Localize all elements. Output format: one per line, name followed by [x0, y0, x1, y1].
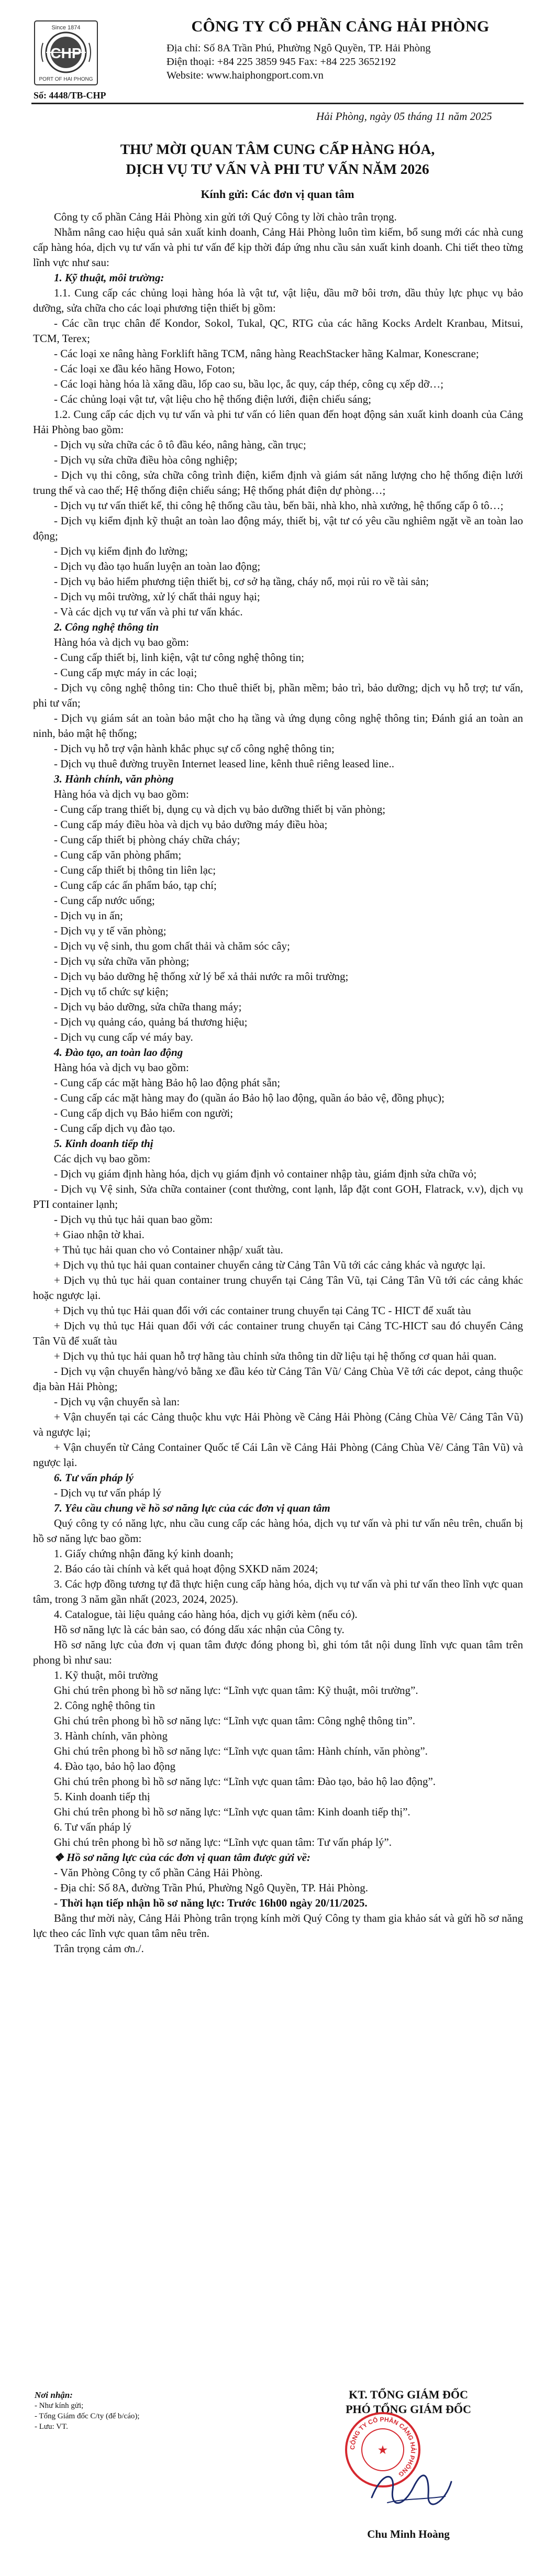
stamp-text: CÔNG TY CỔ PHẦN CẢNG HẢI PHÒNG [348, 2415, 417, 2479]
list-item: - Dịch vụ bảo dưỡng, sửa chữa thang máy; [54, 1000, 242, 1013]
list-item: - Dịch vụ sửa chữa điều hòa công nghiệp; [54, 454, 238, 466]
list-item: + Dịch vụ thủ tục Hải quan đổi với các container trung chuyển tại Cảng TC - HICT để xuất tàu [54, 1304, 471, 1317]
list-item: - Dịch vụ tư vấn thiết kế, thi công hệ thống cầu tàu, bến bãi, nhà kho, nhà xưởng, hệ thống cấp ô tô…; [54, 499, 504, 512]
submission-heading: ❖ Hồ sơ năng lực của các đơn vị quan tâm được gửi về: [54, 1851, 310, 1864]
paragraph: 1.1. Cung cấp các chủng loại hàng hóa là vật tư, vật liệu, dầu mỡ bôi trơn, dầu thủy lực phục vụ bảo dưỡng, sửa chữa cho các loại phương tiện thiết bị gồm: [33, 287, 523, 314]
list-item: - Dịch vụ kiểm định đo lường; [54, 545, 188, 557]
list-item: - Cung cấp dịch vụ đào tạo. [54, 1122, 175, 1135]
list-item: - Dịch vụ sửa chữa các ô tô đầu kéo, nâng hàng, cần trục; [54, 438, 306, 451]
paragraph: Ghi chú trên phong bì hồ sơ năng lực: “Lĩnh vực quan tâm: Công nghệ thông tin”. [54, 1714, 416, 1727]
paragraph: Hàng hóa và dịch vụ bao gồm: [54, 1061, 189, 1074]
list-item: - Dịch vụ sửa chữa văn phòng; [54, 955, 190, 967]
recipients-title: Nơi nhận: [35, 2390, 73, 2400]
recipient-item: - Như kính gửi; [35, 2402, 84, 2410]
recipient-line: Kính gửi: Các đơn vị quan tâm [201, 188, 354, 201]
logo-caption: PORT OF HAI PHONG [39, 76, 93, 82]
list-item: - Dịch vụ đào tạo huấn luyện an toàn lao động; [54, 560, 261, 573]
list-item: - Cung cấp thiết bị, linh kiện, vật tư công nghệ thông tin; [54, 651, 304, 664]
paragraph: Ghi chú trên phong bì hồ sơ năng lực: “Lĩnh vực quan tâm: Đào tạo, bảo hộ lao động”. [54, 1775, 436, 1788]
list-item: + Thủ tục hải quan cho vỏ Container nhập/ xuất tàu. [54, 1243, 283, 1256]
paragraph: Hàng hóa và dịch vụ bao gồm: [54, 636, 189, 648]
list-item: - Dịch vụ hỗ trợ vận hành khắc phục sự cố công nghệ thông tin; [54, 742, 335, 755]
list-item: - Dịch vụ thuê đường truyền Internet leased line, kênh thuê riêng leased line.. [54, 757, 394, 770]
list-item: - Dịch vụ tổ chức sự kiện; [54, 985, 169, 998]
recipient-item: - Tổng Giám đốc C/ty (để b/cáo); [35, 2412, 140, 2420]
list-item: 6. Tư vấn pháp lý [54, 1821, 132, 1833]
paragraph: Quý công ty có năng lực, nhu cầu cung cấp các hàng hóa, dịch vụ tư vấn và phi tư vấn nêu trên, chuẩn bị hồ sơ năng lực bao gồm: [33, 1517, 523, 1545]
list-item: - Cung cấp thiết bị thông tin liên lạc; [54, 864, 216, 876]
header-divider [31, 103, 524, 104]
paragraph: Công ty cổ phần Cảng Hải Phòng xin gửi tới Quý Công ty lời chào trân trọng. [54, 211, 397, 223]
section-heading: 4. Đào tạo, an toàn lao động [54, 1046, 183, 1059]
company-name: CÔNG TY CỔ PHẦN CẢNG HẢI PHÒNG [191, 18, 490, 35]
list-item: - Cung cấp trang thiết bị, dụng cụ và dịch vụ bảo dưỡng thiết bị văn phòng; [54, 803, 386, 816]
title-line-2: DỊCH VỤ TƯ VẤN VÀ PHI TƯ VẤN NĂM 2026 [126, 161, 429, 177]
logo-since-text: Since 1874 [51, 25, 81, 31]
list-item: - Các loại hàng hóa là xăng dầu, lốp cao su, bầu lọc, ắc quy, cáp thép, công cụ xếp dỡ…; [54, 378, 443, 390]
list-item: - Dịch vụ y tế văn phòng; [54, 924, 167, 937]
deadline: - Thời hạn tiếp nhận hồ sơ năng lực: Trước 16h00 ngày 20/11/2025. [54, 1897, 368, 1909]
section-heading: 3. Hành chính, văn phòng [54, 773, 174, 785]
paragraph: Ghi chú trên phong bì hồ sơ năng lực: “Lĩnh vực quan tâm: Kinh doanh tiếp thị”. [54, 1806, 410, 1818]
paragraph: Ghi chú trên phong bì hồ sơ năng lực: “Lĩnh vực quan tâm: Tư vấn pháp lý”. [54, 1836, 392, 1848]
list-item: - Văn Phòng Công ty cổ phần Cảng Hải Phòng. [54, 1866, 263, 1879]
list-item: 1. Giấy chứng nhận đăng ký kinh doanh; [54, 1547, 234, 1560]
document-number: Số: 4448/TB-CHP [34, 90, 106, 101]
list-item: - Dịch vụ thủ tục hải quan bao gồm: [54, 1213, 213, 1226]
company-address: Địa chỉ: Số 8A Trần Phú, Phường Ngô Quyền, TP. Hải Phòng [167, 42, 431, 54]
list-item: - Các loại xe nâng hàng Forklift hãng TCM, nâng hàng ReachStacker hãng Kalmar, Konescrane; [54, 347, 479, 360]
paragraph: Hàng hóa và dịch vụ bao gồm: [54, 788, 189, 800]
list-item: - Dịch vụ tư vấn pháp lý [54, 1487, 162, 1499]
list-item: 5. Kinh doanh tiếp thị [54, 1790, 150, 1803]
paragraph: Hồ sơ năng lực của đơn vị quan tâm được đóng phong bì, ghi tóm tắt nội dung lĩnh vực quan tâm trên phong bì như sau: [33, 1638, 523, 1666]
closing: Trân trọng cảm ơn./. [54, 1942, 144, 1955]
company-website[interactable]: Website: www.haiphongport.com.vn [167, 70, 324, 81]
list-item: - Và các dịch vụ tư vấn và phi tư vấn khác. [54, 606, 243, 618]
paragraph: Ghi chú trên phong bì hồ sơ năng lực: “Lĩnh vực quan tâm: Hành chính, văn phòng”. [54, 1745, 428, 1757]
list-item: - Cung cấp các mặt hàng Bảo hộ lao động phát sẵn; [54, 1076, 281, 1089]
list-item: + Vận chuyển từ Cảng Container Quốc tế Cái Lân về Cảng Hải Phòng (Cảng Chùa Vẽ/ Cảng Tân Vũ) và ngược lại. [33, 1441, 523, 1469]
place-date: Hải Phòng, ngày 05 tháng 11 năm 2025 [316, 110, 492, 123]
list-item: - Dịch vụ môi trường, xử lý chất thải nguy hại; [54, 590, 260, 603]
list-item: - Các cần trục chân đế Kondor, Sokol, Tukal, QC, RTG của các hãng Kocks Ardelt Kranbau, Mitsui, TCM, Terex; [33, 317, 523, 345]
list-item: - Dịch vụ cung cấp vé máy bay. [54, 1031, 193, 1043]
section-heading: 2. Công nghệ thông tin [54, 621, 159, 633]
list-item: - Cung cấp mực máy in các loại; [54, 666, 197, 679]
recipient-item: - Lưu: VT. [35, 2423, 68, 2431]
svg-text:★: ★ [378, 2445, 387, 2456]
list-item: - Cung cấp các mặt hàng may đo (quần áo Bảo hộ lao động, quần áo bảo vệ, đồng phục); [54, 1092, 445, 1104]
list-item: 4. Đào tạo, bảo hộ lao động [54, 1760, 176, 1773]
company-contact [167, 41, 515, 82]
section-heading: 5. Kinh doanh tiếp thị [54, 1137, 153, 1150]
list-item: - Dịch vụ vệ sinh, thu gom chất thải và chăm sóc cây; [54, 940, 290, 952]
list-item: - Cung cấp máy điều hòa và dịch vụ bảo dưỡng máy điều hòa; [54, 818, 328, 831]
list-item: + Dịch vụ thủ tục hải quan hỗ trợ hãng tàu chỉnh sửa thông tin dữ liệu tại hệ thống cơ quan hải quan. [54, 1350, 497, 1362]
list-item: - Dịch vụ giám định hàng hóa, dịch vụ giám định vỏ container nhập tàu, giám định sửa chữa vỏ; [54, 1168, 477, 1180]
list-item: - Dịch vụ vận chuyển sà lan: [54, 1395, 180, 1408]
list-item: - Các loại xe đầu kéo hãng Howo, Foton; [54, 362, 235, 375]
list-item: - Dịch vụ thi công, sửa chữa công trình điện, kiểm định và giám sát năng lượng cho hệ thống điện lưới trung thế và cao thế; Hệ thống điện chiếu sáng; Hệ thống phát điện dự phòng…; [33, 469, 523, 497]
list-item: - Cung cấp dịch vụ Bảo hiểm con người; [54, 1107, 234, 1119]
section-heading: 7. Yêu cầu chung về hồ sơ năng lực của các đơn vị quan tâm [54, 1502, 330, 1514]
signer-name: Chu Minh Hoàng [367, 2528, 450, 2540]
list-item: 3. Hành chính, văn phòng [54, 1730, 168, 1742]
list-item: - Cung cấp nước uống; [54, 894, 155, 907]
signature-title-1: KT. TỔNG GIÁM ĐỐC [349, 2388, 468, 2401]
logo-letters: CHP [50, 45, 82, 61]
list-item: - Cung cấp thiết bị phòng cháy chữa cháy; [54, 833, 240, 846]
signature-block [293, 2387, 524, 2545]
list-item: - Địa chỉ: Số 8A, đường Trần Phú, Phường Ngô Quyền, TP. Hải Phòng. [54, 1881, 368, 1894]
paragraph: Hồ sơ năng lực là các bản sao, có đóng dấu xác nhận của Công ty. [54, 1623, 345, 1636]
letter-body [33, 210, 523, 1956]
list-item: - Các chủng loại vật tư, vật liệu cho hệ thống điện lưới, điện chiếu sáng; [54, 393, 371, 405]
list-item: - Dịch vụ vận chuyển hàng/vỏ bằng xe đầu kéo từ Cảng Tân Vũ/ Cảng Chùa Vẽ tới các depot, cảng thuộc địa bàn Hải Phòng; [33, 1365, 523, 1393]
list-item: 3. Các hợp đồng tương tự đã thực hiện cung cấp hàng hóa, dịch vụ tư vấn và phi tư vấn theo lĩnh vực quan tâm, trong 3 năm gần nhất (2023, 2024, 2025). [33, 1578, 523, 1605]
document-title [31, 139, 524, 179]
list-item: - Dịch vụ Vệ sinh, Sửa chữa container (cont thường, cont lạnh, lắp đặt cont GOH, Flatrack, v.v), dịch vụ PTI container lạnh; [33, 1183, 523, 1210]
list-item: - Dịch vụ giám sát an toàn bảo mật cho hạ tầng và ứng dụng công nghệ thông tin; Đánh giá an toàn an ninh, bảo mật hệ thống; [33, 712, 523, 740]
list-item: 2. Báo cáo tài chính và kết quả hoạt động SXKD năm 2024; [54, 1562, 318, 1575]
list-item: + Giao nhận tờ khai. [54, 1228, 145, 1241]
list-item: - Dịch vụ bảo dưỡng hệ thống xử lý bể xả thải nước ra môi trường; [54, 970, 349, 983]
recipients-block [35, 2390, 254, 2432]
list-item: + Dịch vụ thủ tục hải quan container trung chuyển tại Cảng Tân Vũ, tại Cảng Tân Vũ tới các cảng khác hoặc ngược lại. [33, 1274, 523, 1302]
list-item: - Dịch vụ quảng cáo, quảng bá thương hiệu; [54, 1016, 248, 1028]
list-item: - Cung cấp văn phòng phẩm; [54, 849, 182, 861]
list-item: + Dịch vụ thủ tục Hải quan đổi với các container trung chuyển tại Cảng TC-HICT sau đó chuyển Cảng Tân Vũ để xuất tàu [33, 1319, 523, 1347]
list-item: - Dịch vụ kiểm định kỹ thuật an toàn lao động máy, thiết bị, vật tư có yêu cầu nghiêm ngặt về an toàn lao động; [33, 514, 523, 542]
paragraph: Bằng thư mời này, Cảng Hải Phòng trân trọng kính mời Quý Công ty tham gia khảo sát và gửi hồ sơ năng lực theo các lĩnh vực quan tâm nêu trên. [33, 1912, 523, 1940]
signature-title-2: PHÓ TỔNG GIÁM ĐỐC [346, 2403, 471, 2416]
list-item: 1. Kỹ thuật, môi trường [54, 1669, 158, 1681]
section-heading: 1. Kỹ thuật, môi trường: [54, 271, 164, 284]
section-heading: 6. Tư vấn pháp lý [54, 1471, 134, 1484]
company-logo [34, 20, 98, 86]
title-line-1: THƯ MỜI QUAN TÂM CUNG CẤP HÀNG HÓA, [120, 141, 435, 157]
list-item: 4. Catalogue, tài liệu quảng cáo hàng hóa, dịch vụ giới kèm (nếu có). [54, 1608, 358, 1621]
company-phone-fax: Điện thoại: +84 225 3859 945 Fax: +84 225 3652192 [167, 56, 396, 68]
paragraph: Ghi chú trên phong bì hồ sơ năng lực: “Lĩnh vực quan tâm: Kỹ thuật, môi trường”. [54, 1684, 418, 1697]
list-item: - Dịch vụ công nghệ thông tin: Cho thuê thiết bị, phần mềm; bảo trì, bảo dưỡng; dịch vụ hỗ trợ; tư vấn, phi tư vấn; [33, 681, 523, 709]
handwritten-signature [367, 2466, 456, 2516]
paragraph: Các dịch vụ bao gồm: [54, 1152, 151, 1165]
paragraph: Nhằm nâng cao hiệu quả sản xuất kinh doanh, Cảng Hải Phòng luôn tìm kiếm, bổ sung mới các nhà cung cấp hàng hóa, dịch vụ tư vấn và phi tư vấn để kịp thời đáp ứng nhu cầu sản xuất kinh doanh. Chi tiết theo từng lĩnh vực như sau: [33, 226, 523, 269]
paragraph: 1.2. Cung cấp các dịch vụ tư vấn và phi tư vấn có liên quan đến hoạt động sản xuất kinh doanh của Cảng Hải Phòng bao gồm: [33, 408, 523, 436]
list-item: + Dịch vụ thủ tục hải quan container chuyển cảng từ Cảng Tân Vũ tới các cảng khác và ngược lại. [54, 1259, 486, 1271]
list-item: - Dịch vụ in ấn; [54, 909, 123, 922]
list-item: + Vận chuyển tại các Cảng thuộc khu vực Hải Phòng về Cảng Hải Phòng (Cảng Chùa Vẽ/ Cảng Tân Vũ) và ngược lại; [33, 1411, 523, 1438]
list-item: - Cung cấp các ấn phẩm báo, tạp chí; [54, 879, 217, 891]
list-item: 2. Công nghệ thông tin [54, 1699, 156, 1712]
list-item: - Dịch vụ bảo hiểm phương tiện thiết bị, cơ sở hạ tầng, cháy nổ, mọi rủi ro về tài sản; [54, 575, 429, 588]
